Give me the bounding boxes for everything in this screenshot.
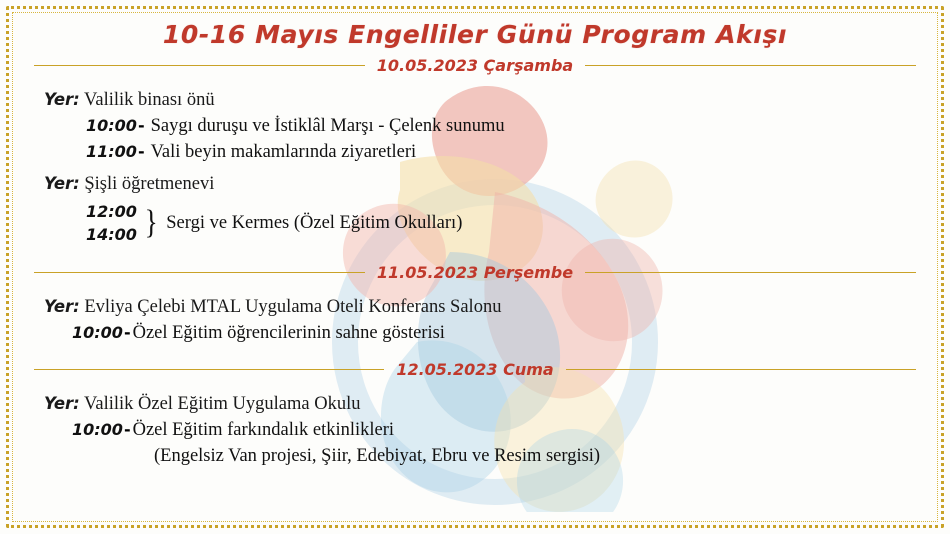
entry-time: 10:00 [72, 323, 123, 343]
venue-line [44, 172, 916, 196]
rule-right-2 [585, 272, 916, 273]
entry-time: 12:00 [86, 202, 137, 222]
page-title: 10-16 Mayıs Engelliler Günü Program Akışı [162, 20, 788, 49]
day-date-2: 11.05.2023 Perşembe [376, 263, 574, 283]
entry-description: Özel Eğitim farkındalık etkinlikleri [132, 420, 395, 441]
entry-time: 10:00 [86, 116, 137, 136]
schedule-entry [72, 418, 916, 443]
venue-name: Şişli öğretmenevi [84, 173, 215, 194]
venue-line [44, 295, 916, 319]
venue-label: Yer: [44, 297, 80, 317]
day-header-2 [34, 263, 916, 282]
schedule-entry [86, 140, 916, 165]
entry-description: Vali beyin makamlarında ziyaretleri [150, 142, 417, 163]
entry-description: Saygı duruşu ve İstiklâl Marşı - Çelenk sunumu [150, 116, 505, 137]
entry-dash: - [123, 323, 131, 343]
venue-line [44, 88, 916, 112]
rule-left-2 [34, 272, 365, 273]
day-header-3 [34, 360, 916, 379]
rule-right-3 [566, 369, 916, 370]
venue-label: Yer: [44, 90, 80, 109]
entry-subdescription: (Engelsiz Van projesi, Şiir, Edebiyat, Ebru ve Resim sergisi) [154, 446, 601, 467]
day-header-1 [34, 56, 916, 75]
day-date-3: 12.05.2023 Cuma [396, 360, 554, 380]
entry-description: Sergi ve Kermes (Özel Eğitim Okulları) [166, 212, 463, 233]
entry-time: 10:00 [72, 420, 123, 440]
rule-left-3 [34, 369, 384, 370]
venue-label: Yer: [44, 173, 80, 193]
venue-name: Valilik Özel Eğitim Uygulama Okulu [84, 394, 361, 415]
entry-time: 11:00 [86, 142, 137, 162]
entry-dash: - [123, 420, 131, 440]
entry-description: Özel Eğitim öğrencilerinin sahne gösterisi [132, 323, 445, 344]
rule-left-1 [34, 65, 365, 66]
schedule-entry [72, 321, 916, 346]
venue-name: Evliya Çelebi MTAL Uygulama Oteli Konferans Salonu [84, 297, 502, 318]
day-section-2 [34, 284, 916, 353]
brace-icon: } [144, 203, 158, 241]
schedule-entry [86, 114, 916, 139]
venue-name: Valilik binası önü [84, 90, 215, 110]
venue-line [44, 392, 916, 416]
entry-dash: - [137, 116, 145, 136]
entry-time-pair [86, 200, 137, 246]
rule-right-1 [585, 65, 916, 66]
entry-dash: - [137, 142, 145, 162]
day-date-1: 10.05.2023 Çarşamba [376, 56, 574, 75]
entry-time: 14:00 [86, 225, 137, 245]
schedule-entry-group [86, 200, 916, 246]
day-section-3 [34, 381, 916, 474]
day-section-1 [34, 77, 916, 256]
venue-label: Yer: [44, 394, 80, 414]
